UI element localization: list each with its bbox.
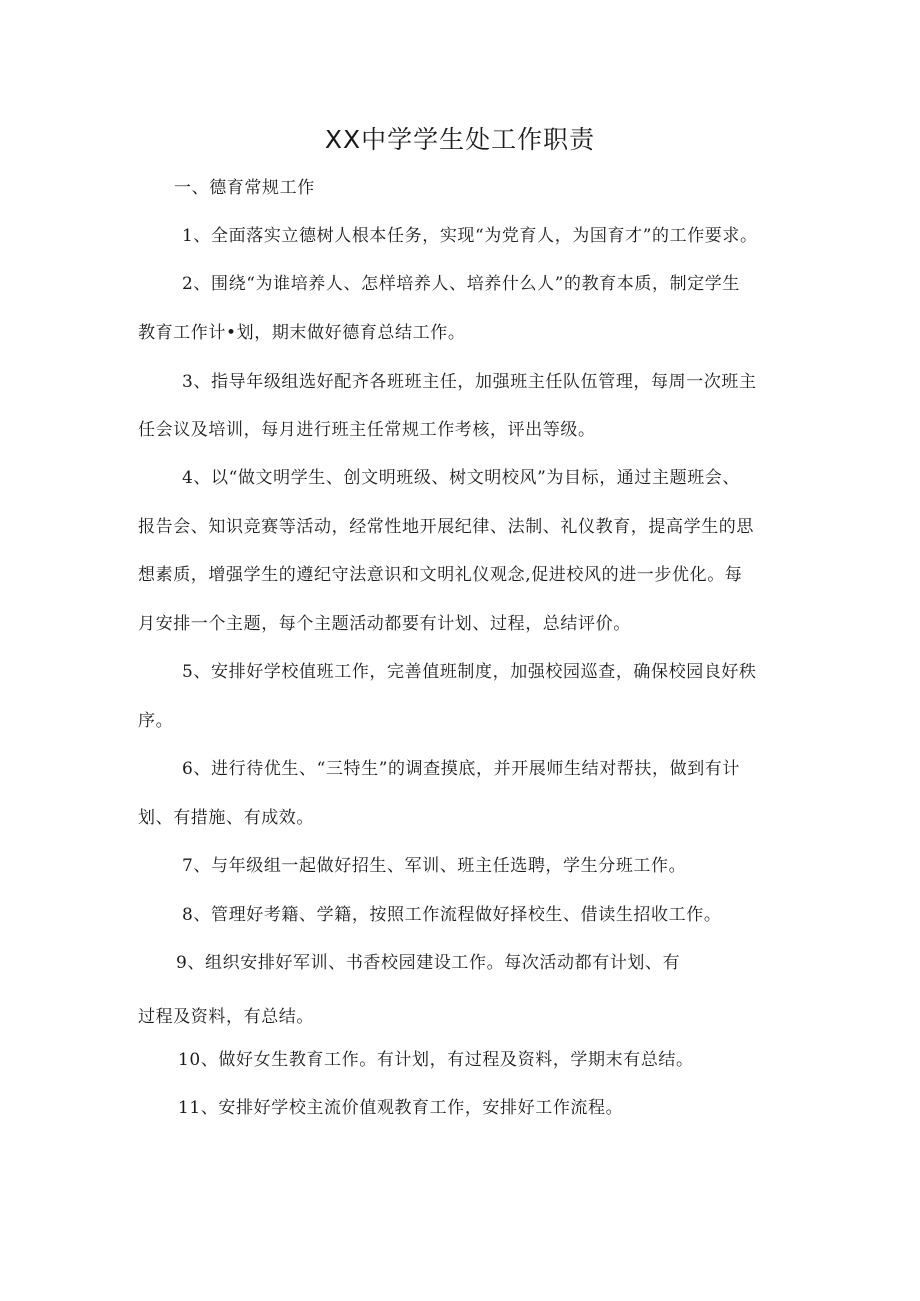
item-5-line-2: 序。 [138, 711, 174, 731]
item-2-line-1: 2、围绕“为谁培养人、怎样培养人、培养什么人”的教育本质，制定学生 [182, 274, 740, 294]
item-4-line-2: 报告会、知识竞赛等活动，经常性地开展纪律、法制、礼仪教育，提高学生的思 [138, 517, 754, 537]
item-4-line-1: 4、以“做文明学生、创文明班级、树文明校风”为目标，通过主题班会、 [182, 468, 740, 488]
item-8: 8、管理好考籍、学籍，按照工作流程做好择校生、借读生招收工作。 [182, 905, 722, 925]
item-10: 10、做好女生教育工作。有计划，有过程及资料，学期末有总结。 [178, 1050, 694, 1070]
item-4-line-3: 想素质，增强学生的遵纪守法意识和文明礼仪观念,促进校风的进一步优化。每 [138, 565, 743, 585]
item-9-line-1: 9、组织安排好军训、书香校园建设工作。每次活动都有计划、有 [176, 953, 681, 973]
item-1: 1、全面落实立德树人根本任务，实现“为党育人，为国育才”的工作要求。 [182, 226, 758, 246]
item-11: 11、安排好学校主流价值观教育工作，安排好工作流程。 [178, 1098, 624, 1118]
item-6-line-2: 划、有措施、有成效。 [138, 808, 314, 828]
item-9-line-2: 过程及资料，有总结。 [138, 1007, 314, 1027]
item-3-line-1: 3、指导年级组选好配齐各班班主任，加强班主任队伍管理，每周一次班主 [182, 372, 757, 392]
item-6-line-1: 6、进行待优生、“三特生”的调查摸底，并开展师生结对帮扶，做到有计 [182, 759, 740, 779]
item-3-line-2: 任会议及培训，每月进行班主任常规工作考核，评出等级。 [138, 420, 596, 440]
item-4-line-4: 月安排一个主题，每个主题活动都要有计划、过程，总结评价。 [138, 614, 631, 634]
item-5-line-1: 5、安排好学校值班工作，完善值班制度，加强校园巡查，确保校园良好秩 [182, 662, 757, 682]
item-7: 7、与年级组一起做好招生、军训、班主任选聘，学生分班工作。 [182, 856, 687, 876]
section-heading: 一、德育常规工作 [174, 178, 315, 198]
document-title: XX中学学生处工作职责 [324, 125, 596, 154]
item-2-line-2: 教育工作计•划，期末做好德育总结工作。 [138, 323, 466, 343]
